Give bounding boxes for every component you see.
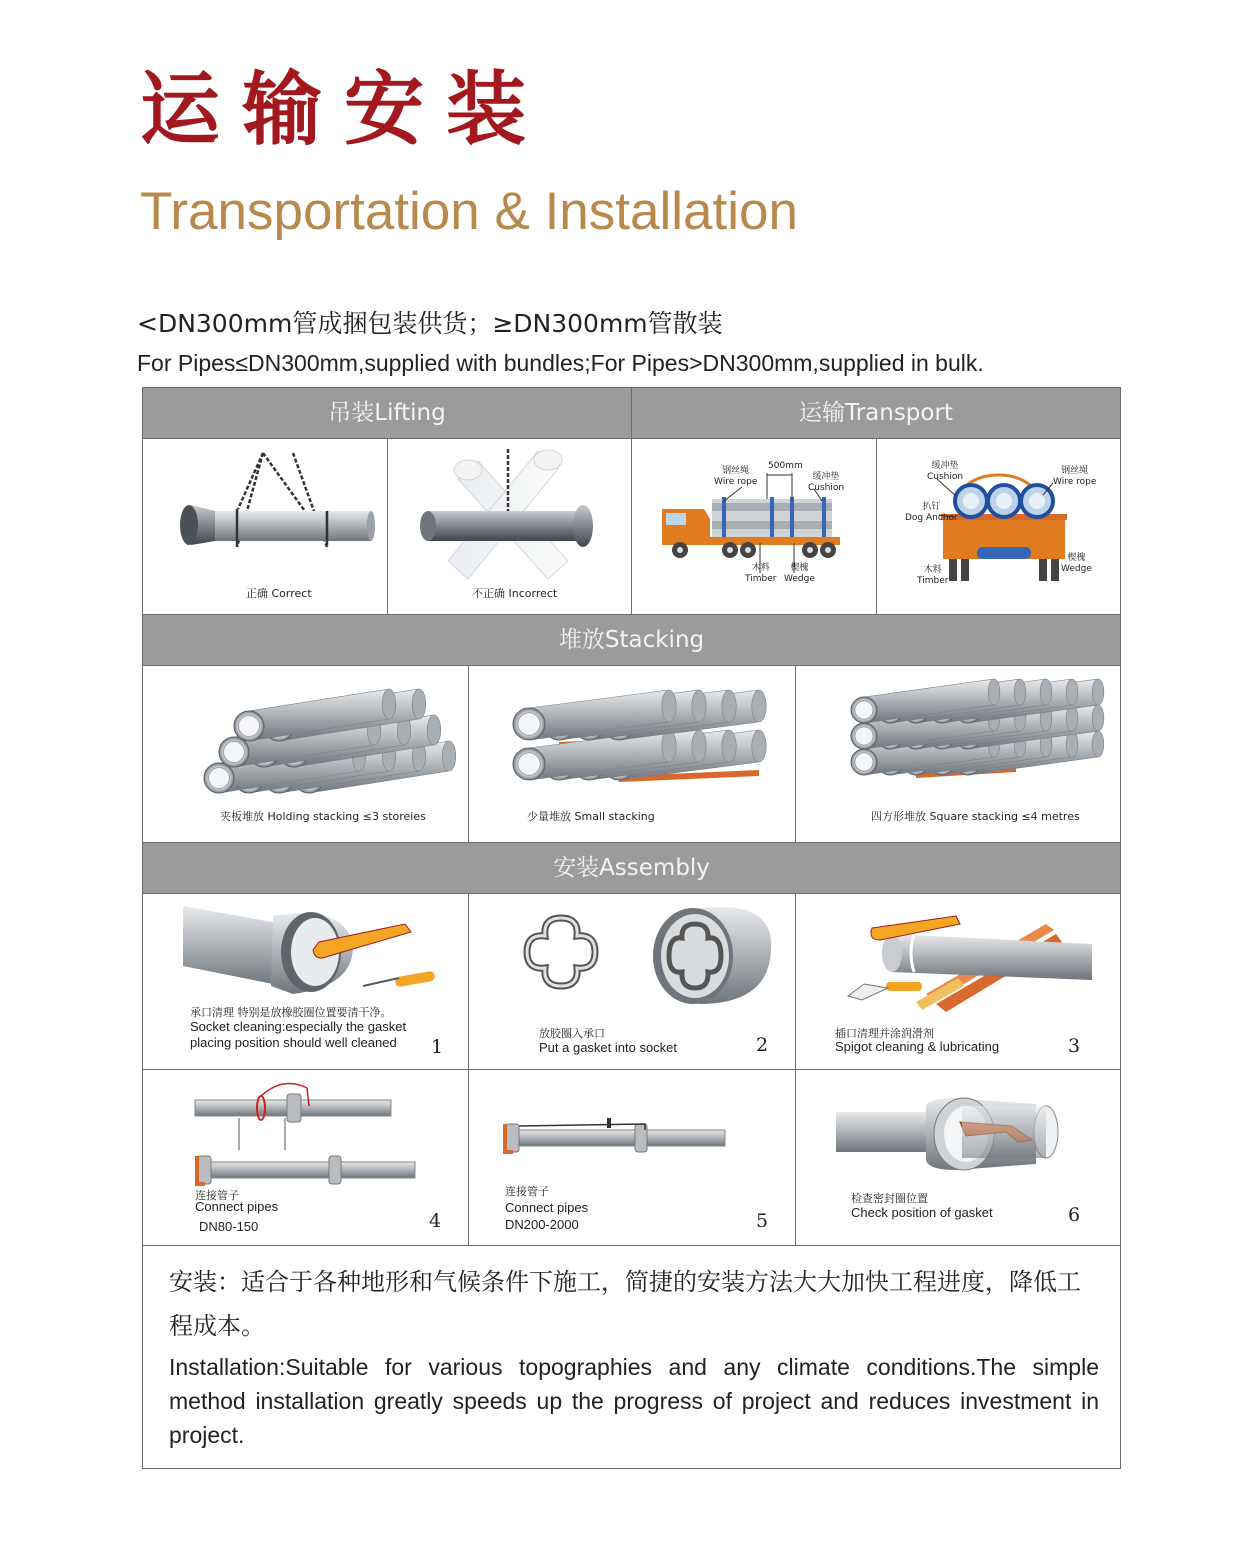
step-4-caption-en: Connect pipes bbox=[195, 1199, 279, 1214]
stacking-square-caption: 四方形堆放 Square stacking ≤4 metres bbox=[871, 810, 1080, 823]
pipe-far-end bbox=[988, 679, 1000, 705]
step-3-caption-cn: 插口清理并涂润滑剂 bbox=[835, 1027, 934, 1040]
stacking-small-panel bbox=[469, 666, 796, 843]
connect-small-pipes-illustration bbox=[143, 1070, 469, 1246]
subtitle-en: For Pipes≤DN300mm,supplied with bundles;For Pipes>DN300mm,supplied in bulk. bbox=[137, 350, 984, 376]
assembly-step-1 bbox=[143, 894, 469, 1070]
step-1-caption-en: Socket cleaning:especially the gasket placing position should well cleaned bbox=[190, 1019, 407, 1050]
pipe-bore bbox=[855, 753, 873, 771]
stacking-small-caption: 少量堆放 Small stacking bbox=[527, 810, 655, 823]
assembly-step-3 bbox=[796, 894, 1120, 1070]
rear-wedge-label: 楔槐 Wedge bbox=[1061, 553, 1092, 574]
pipe-bore bbox=[518, 753, 540, 775]
assembly-step-4 bbox=[143, 1070, 469, 1246]
pipe-far-end bbox=[722, 730, 736, 762]
step-4-range: DN80-150 bbox=[199, 1219, 259, 1234]
stacking-square-panel bbox=[796, 666, 1120, 843]
truck-wedge-label: 楔槐 Wedge bbox=[784, 563, 815, 584]
transport-rear-panel bbox=[877, 439, 1120, 615]
step-6-number: 6 bbox=[1068, 1204, 1081, 1226]
section-header-assembly: 安装Assembly bbox=[143, 843, 1120, 894]
pipe-far-end bbox=[442, 741, 456, 771]
pipe-far-end bbox=[752, 730, 766, 762]
assembly-step-6 bbox=[796, 1070, 1120, 1246]
truck-wire-rope-label: 钢丝绳 Wire rope bbox=[714, 466, 758, 487]
pipe-far-end bbox=[1092, 679, 1104, 705]
stacking-holding-panel bbox=[143, 666, 469, 843]
lifting-incorrect-caption: 不正确 Incorrect bbox=[472, 587, 558, 600]
step-4-number: 4 bbox=[429, 1210, 442, 1232]
stacking-holding-caption: 夹板堆放 Holding stacking ≤3 storeies bbox=[220, 810, 426, 823]
pipe-far-end bbox=[1092, 705, 1104, 731]
section-header-transport: 运输Transport bbox=[632, 388, 1120, 439]
rear-wire-rope-label: 钢丝绳 Wire rope bbox=[1053, 466, 1097, 487]
page-title-en: Transportation & Installation bbox=[140, 182, 798, 241]
section-header-lifting: 吊装Lifting bbox=[143, 388, 632, 439]
subtitle-cn: <DN300mm管成捆包装供货；≥DN300mm管散装 bbox=[137, 309, 723, 338]
pipe-far-end bbox=[427, 715, 441, 745]
step-2-caption-cn: 放胶圈入承口 bbox=[539, 1027, 605, 1040]
pipe-far-end bbox=[1014, 679, 1026, 705]
assembly-step-5 bbox=[469, 1070, 796, 1246]
pipe-far-end bbox=[722, 690, 736, 722]
rear-timber-label: 木料 Timber bbox=[917, 565, 949, 586]
step-5-number: 5 bbox=[756, 1210, 769, 1232]
pipe-far-end bbox=[662, 690, 676, 722]
lifting-correct-caption: 正确 Correct bbox=[246, 587, 312, 600]
step-3-number: 3 bbox=[1068, 1035, 1081, 1057]
truck-gap-label: 500mm bbox=[768, 461, 803, 471]
pipe-bore bbox=[209, 768, 230, 789]
truck-cushion-label: 缓冲垫 Cushion bbox=[808, 472, 845, 493]
step-2-number: 2 bbox=[756, 1034, 769, 1056]
step-1-caption-cn: 承口清理 特别是放橡胶圈位置要清干净。 bbox=[190, 1006, 392, 1019]
pipe-far-end bbox=[752, 690, 766, 722]
lifting-incorrect-panel bbox=[388, 439, 632, 615]
pipe-far-end bbox=[692, 690, 706, 722]
step-1-number: 1 bbox=[431, 1036, 444, 1058]
step-6-caption-en: Check position of gasket bbox=[851, 1205, 993, 1220]
transport-truck-panel bbox=[632, 439, 877, 615]
page-title-cn: 运输安装 bbox=[140, 63, 548, 156]
pipe-far-end bbox=[692, 730, 706, 762]
assembly-step-2 bbox=[469, 894, 796, 1070]
pipe-far-end bbox=[1092, 731, 1104, 757]
installation-note-en: Installation:Suitable for various topographies and any climate conditions.The simple method installation greatly speeds up the progress of project and reduces investment in project. bbox=[169, 1354, 1099, 1448]
content-grid bbox=[142, 387, 1121, 1469]
rear-cushion-label: 缓冲垫 Cushion bbox=[927, 461, 964, 482]
pipe-far-end bbox=[412, 689, 426, 719]
pipe-bore bbox=[518, 713, 540, 735]
step-2-caption-en: Put a gasket into socket bbox=[539, 1040, 678, 1055]
pipe-bore bbox=[239, 716, 260, 737]
step-5-caption-en: Connect pipes bbox=[505, 1200, 589, 1215]
pipe-far-end bbox=[382, 689, 396, 719]
pipe-bore bbox=[855, 727, 873, 745]
pipe-far-end bbox=[662, 730, 676, 762]
pipe-bore bbox=[855, 701, 873, 719]
lifting-correct-panel bbox=[143, 439, 388, 615]
truck-timber-label: 木料 Timber bbox=[745, 563, 777, 584]
step-4-caption-cn: 连接管子 bbox=[195, 1189, 239, 1202]
step-5-range: DN200-2000 bbox=[505, 1217, 579, 1232]
step-6-caption-cn: 检查密封圈位置 bbox=[851, 1192, 928, 1205]
step-5-caption-cn: 连接管子 bbox=[505, 1185, 549, 1198]
pipe-bore bbox=[224, 742, 245, 763]
section-header-stacking: 堆放Stacking bbox=[143, 615, 1120, 666]
installation-note-cn: 安装：适合于各种地形和气候条件下施工，简捷的安装方法大大加快工程进度，降低工程成本。 bbox=[169, 1268, 1081, 1340]
rear-anchor-label: 扒钉 Dog Anchor bbox=[905, 502, 958, 523]
pipe-far-end bbox=[1040, 679, 1052, 705]
pipe-far-end bbox=[1066, 679, 1078, 705]
installation-notes bbox=[143, 1246, 1120, 1468]
step-3-caption-en: Spigot cleaning & lubricating bbox=[835, 1039, 1000, 1054]
